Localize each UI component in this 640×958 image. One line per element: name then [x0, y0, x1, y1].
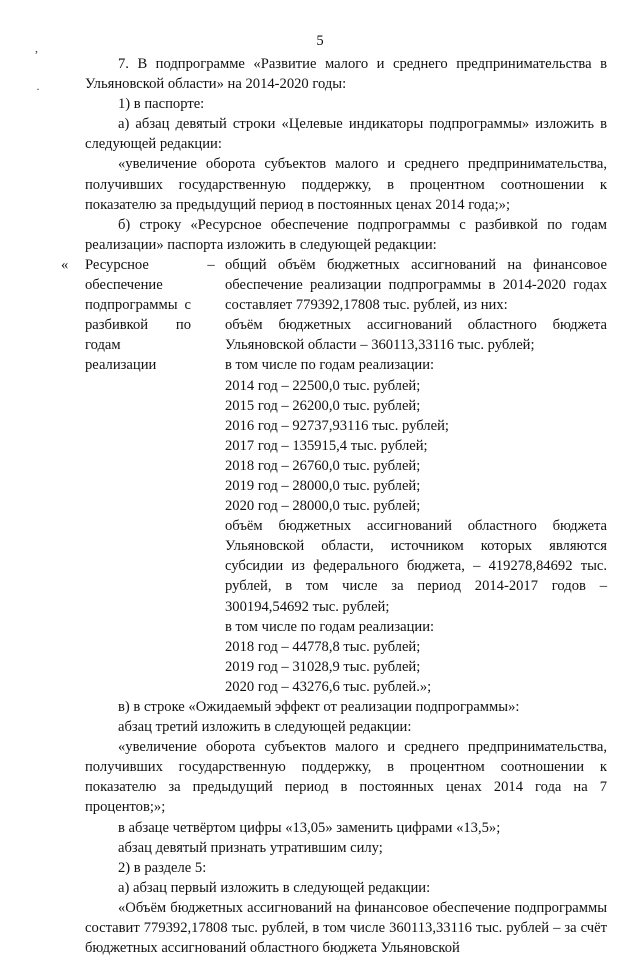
open-quote: « — [61, 256, 69, 273]
year-line: 2017 год – 135915,4 тыс. рублей; — [225, 437, 428, 454]
resource-row-value — [225, 255, 607, 697]
quoted-allocation-text: «Объём бюджетных ассигнований на финансовое обеспечение подпрограммы составит 779392,17808 тыс. рублей, в том числе 360113,33116 тыс. рублей – за счёт бюджетных ассигнований областного бюджета Ульяновской — [85, 899, 607, 957]
year-line: 2019 год – 28000,0 тыс. рублей; — [225, 477, 421, 494]
paragraph-third: абзац третий изложить в следующей редакции: — [118, 719, 412, 736]
year-line: 2020 год – 43276,6 тыс. рублей.»; — [225, 678, 432, 695]
year-line: 2016 год – 92737,93116 тыс. рублей; — [225, 417, 449, 434]
year-line: 2019 год – 31028,9 тыс. рублей; — [225, 658, 421, 675]
paragraph-section-5: 2) в разделе 5: — [118, 859, 207, 876]
by-years-heading: в том числе по годам реализации: — [225, 618, 435, 635]
year-line: 2018 год – 44778,8 тыс. рублей; — [225, 638, 421, 655]
document-body — [61, 54, 607, 958]
year-line: 2014 год – 22500,0 тыс. рублей; — [225, 377, 421, 394]
paragraph-fourth: в абзаце четвёртом цифры «13,05» заменить цифрами «13,5»; — [118, 819, 501, 836]
regional-budget-total: объём бюджетных ассигнований областного бюджета Ульяновской области – 360113,33116 тыс. рублей; — [225, 317, 607, 354]
resource-table — [61, 255, 607, 697]
total-allocation: общий объём бюджетных ассигнований на финансовое обеспечение реализации подпрограммы в 2014-2020 годах составляет 779392,17808 тыс. рублей, из них: — [225, 256, 607, 314]
quoted-effect-text: «увеличение оборота субъектов малого и среднего предпринимательства, получивших государственную поддержку, в процентном соотношении к показателю за предыдущий период в постоянных ценах 2014 года на 7 процентов;»; — [85, 739, 607, 816]
year-line: 2020 год – 28000,0 тыс. рублей; — [225, 498, 421, 515]
scan-mark: , — [35, 41, 38, 55]
paragraph-v: в) в строке «Ожидаемый эффект от реализации подпрограммы»: — [118, 699, 520, 715]
paragraph-item-7: 7. В подпрограмме «Развитие малого и среднего предпринимательства в Ульяновской области» на 2014-2020 годы: — [85, 56, 607, 93]
page-number: 5 — [316, 33, 324, 49]
paragraph-passport: 1) в паспорте: — [118, 96, 205, 113]
resource-row-label: Ресурсное обеспечение подпрограммы с разбивкой по годам реализации — [85, 256, 191, 374]
year-line: 2018 год – 26760,0 тыс. рублей; — [225, 457, 421, 474]
year-line: 2015 год – 26200,0 тыс. рублей; — [225, 397, 421, 414]
scan-mark: · — [36, 82, 40, 96]
by-years-heading: в том числе по годам реализации: — [225, 357, 435, 374]
paragraph-a: а) абзац девятый строки «Целевые индикаторы подпрограммы» изложить в следующей редакции: — [85, 116, 607, 153]
quoted-indicator-text: «увеличение оборота субъектов малого и среднего предпринимательства, получивших государственную поддержку, в процентном соотношении к показателю за предыдущий период в постоянных ценах 2014 года;»; — [85, 156, 607, 213]
paragraph-a-first: а) абзац первый изложить в следующей редакции: — [118, 879, 431, 896]
row-dash: – — [207, 256, 215, 273]
paragraph-ninth: абзац девятый признать утратившим силу; — [118, 839, 383, 856]
paragraph-b: б) строку «Ресурсное обеспечение подпрограммы с разбивкой по годам реализации» паспорта изложить в следующей редакции: — [85, 216, 607, 253]
federal-subsidy-total: объём бюджетных ассигнований областного бюджета Ульяновской области, источником которых являются субсидии из федерального бюджета, – 419278,84692 тыс. рублей, в том числе за период 2014-2017 годов – 300194,54692 тыс. рублей; — [225, 518, 607, 615]
